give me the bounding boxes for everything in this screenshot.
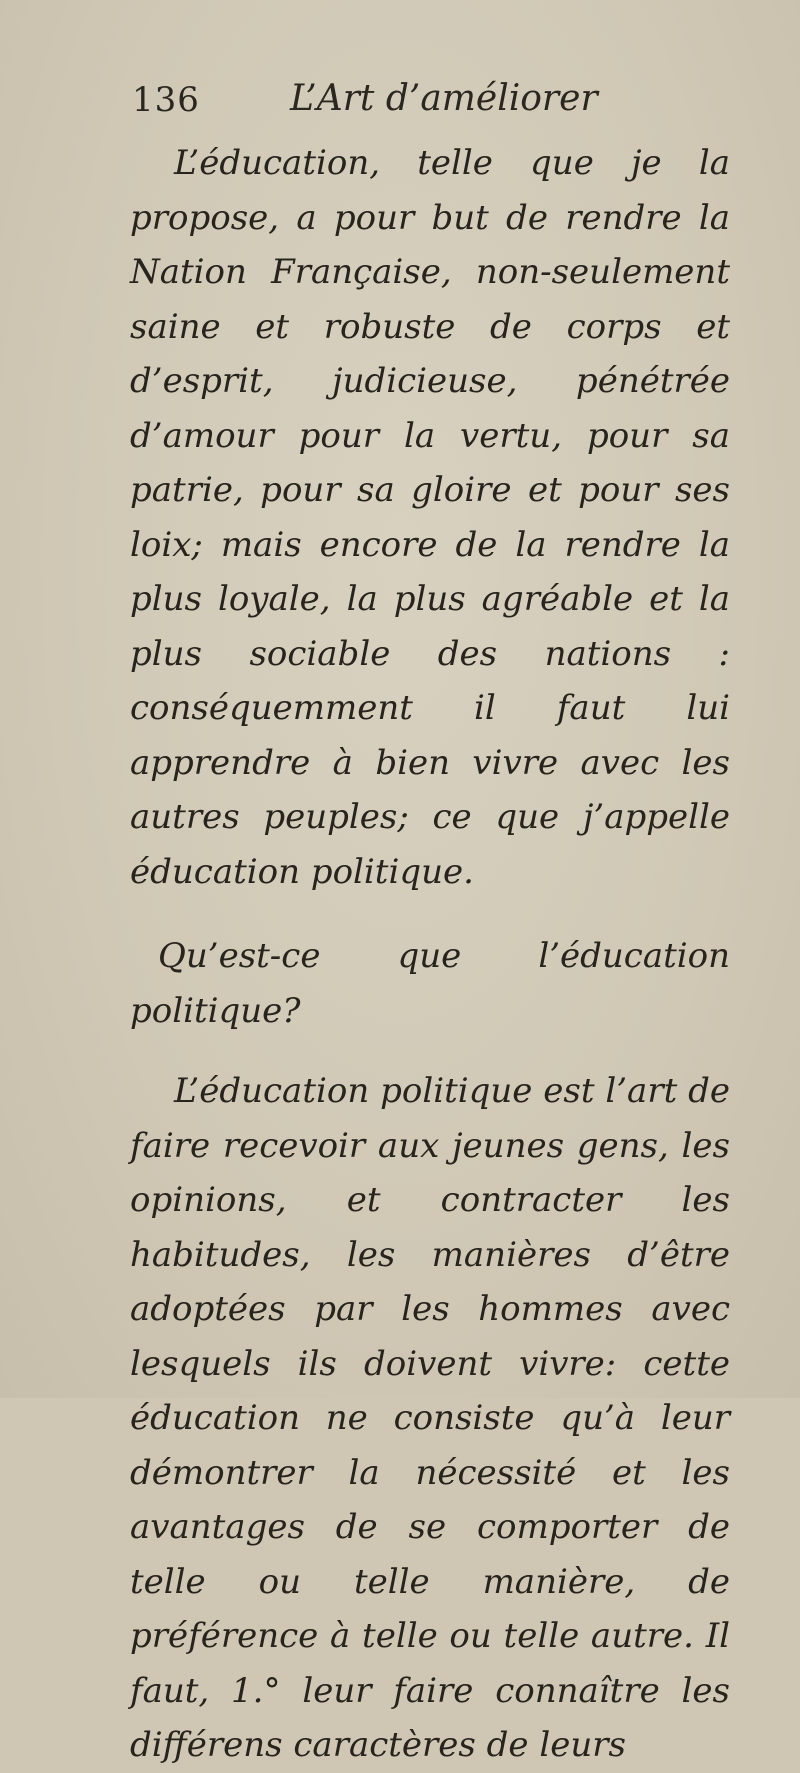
- paragraph-1: L’éducation, telle que je la propose, a pour but de rendre la Nation Française, non-seulement saine et robuste de corps et d’esprit, judicieuse, pénétrée d’amour pour la vertu, pour sa patrie, pour sa gloire et pour ses loix; mais encore de la rendre la plus loyale, la plus agréable et la plus sociable des nations : conséquemment il faut lui apprendre à bien vivre avec les autres peuples; ce que j’appelle éducation politique.: [130, 143, 730, 892]
- body-text: [130, 136, 730, 1773]
- running-title: L’Art d’améliorer: [290, 78, 598, 119]
- page-number: 136: [132, 80, 200, 120]
- question-heading: Qu’est-ce que l’éducation politique?: [130, 936, 730, 1031]
- paragraph-2: L’éducation politique est l’art de faire recevoir aux jeunes gens, les opinions, et contracter les habitudes, les manières d’être adoptées par les hommes avec lesquels ils doivent vivre: cette éducation ne consiste qu’à leur démontrer la nécessité et les avantages de se comporter de telle ou telle manière, de préférence à telle ou telle autre. Il faut, 1.° leur faire connaître les différens caractères de leurs: [130, 1071, 730, 1765]
